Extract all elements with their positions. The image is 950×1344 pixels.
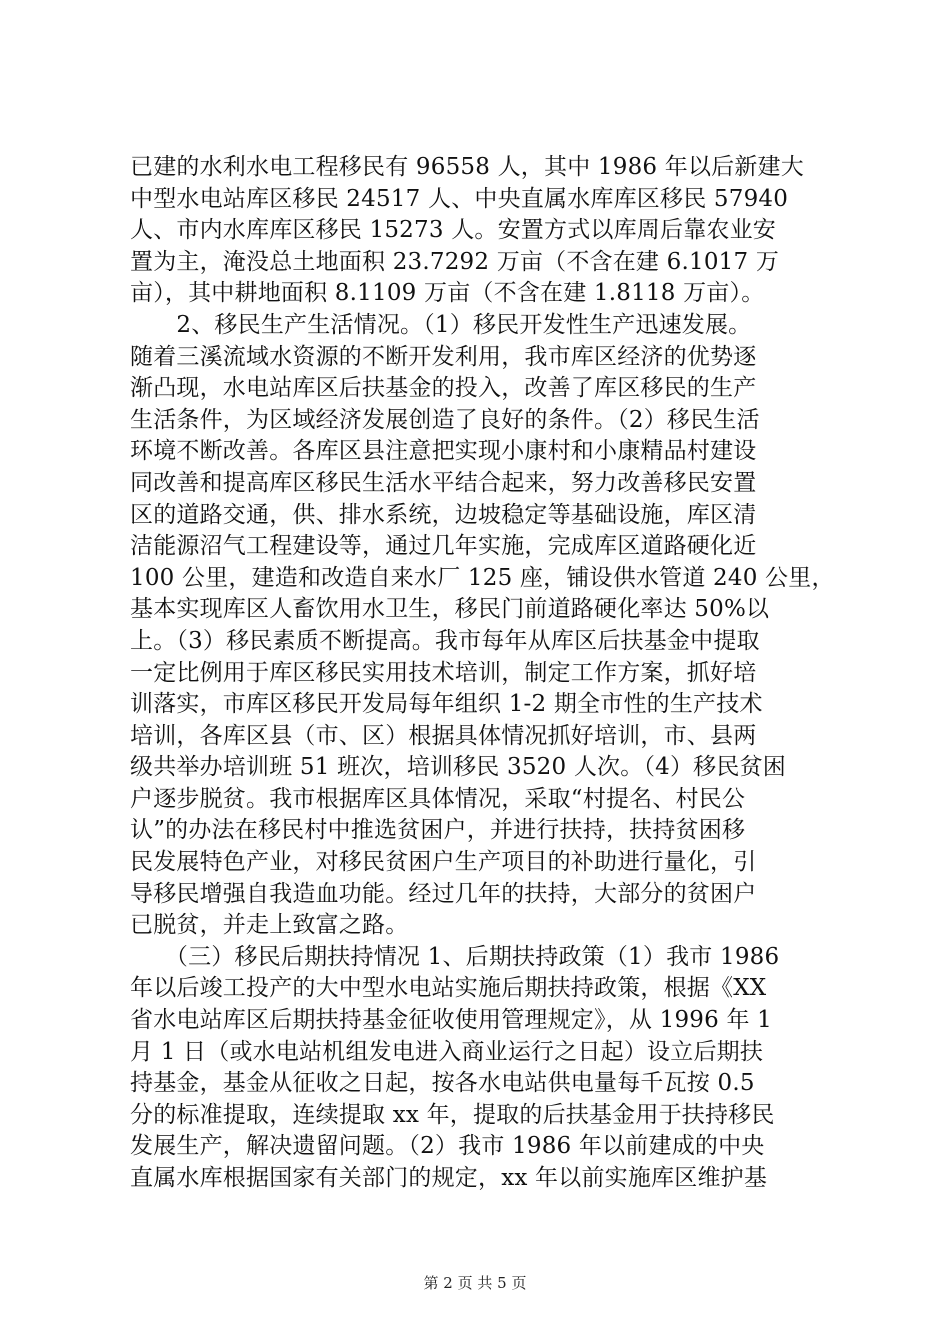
text-line: 区的道路交通，供、排水系统，边坡稳定等基础设施，库区清 xyxy=(130,501,757,528)
text-line: 置为主，淹没总土地面积 23.7292 万亩（不含在建 6.1017 万 xyxy=(130,248,780,275)
document-body xyxy=(130,152,835,1195)
text-line: 分的标准提取，连续提取 xx 年，提取的后扶基金用于扶持移民 xyxy=(130,1101,775,1128)
text-line: 洁能源沼气工程建设等，通过几年实施，完成库区道路硬化近 xyxy=(130,533,757,560)
text-line: 级共举办培训班 51 班次，培训移民 3520 人次。（4）移民贫困 xyxy=(130,754,786,781)
text-line: 培训，各库区县（市、区）根据具体情况抓好培训，市、县两 xyxy=(130,722,757,749)
text-line: 户逐步脱贫。我市根据库区具体情况，采取“村提名、村民公 xyxy=(130,785,746,812)
text-line: 年以后竣工投产的大中型水电站实施后期扶持政策，根据《XX xyxy=(130,975,767,1002)
text-line: 持基金，基金从征收之日起，按各水电站供电量每千瓦按 0.5 xyxy=(130,1070,755,1097)
text-line: 生活条件，为区域经济发展创造了良好的条件。（2）移民生活 xyxy=(130,406,760,433)
text-line: 渐凸现，水电站库区后扶基金的投入，改善了库区移民的生产 xyxy=(130,375,757,402)
text-line: （三）移民后期扶持情况 1、后期扶持政策（1）我市 1986 xyxy=(130,943,780,970)
text-line: 亩），其中耕地面积 8.1109 万亩（不含在建 1.8118 万亩）。 xyxy=(130,280,765,307)
text-line: 环境不断改善。各库区县注意把实现小康村和小康精品村建设 xyxy=(130,438,757,465)
text-line: 省水电站库区后期扶持基金征收使用管理规定》，从 1996 年 1 xyxy=(130,1007,772,1034)
text-line: 人、市内水库库区移民 15273 人。安置方式以库周后靠农业安 xyxy=(130,217,776,244)
text-line: 导移民增强自我造血功能。经过几年的扶持，大部分的贫困户 xyxy=(130,880,757,907)
text-line: 中型水电站库区移民 24517 人、中央直属水库库区移民 57940 xyxy=(130,185,789,212)
text-line: 直属水库根据国家有关部门的规定，xx 年以前实施库区维护基 xyxy=(130,1165,768,1191)
text-line: 一定比例用于库区移民实用技术培训，制定工作方案，抓好培 xyxy=(130,659,757,686)
text-line: 100 公里，建造和改造自来水厂 125 座，铺设供水管道 240 公里， xyxy=(130,564,835,591)
text-line: 月 1 日（或水电站机组发电进入商业运行之日起）设立后期扶 xyxy=(130,1038,764,1065)
text-line: 2、移民生产生活情况。（1）移民开发性生产迅速发展。 xyxy=(130,311,752,338)
text-line: 上。（3）移民素质不断提高。我市每年从库区后扶基金中提取 xyxy=(130,627,760,654)
text-line: 民发展特色产业，对移民贫困户生产项目的补助进行量化，引 xyxy=(130,849,757,876)
text-line: 训落实，市库区移民开发局每年组织 1-2 期全市性的生产技术 xyxy=(130,691,763,718)
text-line: 随着三溪流域水资源的不断开发利用，我市库区经济的优势逐 xyxy=(130,343,757,370)
text-line: 基本实现库区人畜饮用水卫生，移民门前道路硬化率达 50%以 xyxy=(130,596,770,623)
page-number-footer: 第 2 页 共 5 页 xyxy=(423,1274,527,1292)
text-line: 发展生产，解决遗留问题。（2）我市 1986 年以前建成的中央 xyxy=(130,1133,765,1160)
text-line: 已脱贫，并走上致富之路。 xyxy=(130,912,409,939)
text-line: 已建的水利水电工程移民有 96558 人，其中 1986 年以后新建大 xyxy=(130,154,804,180)
text-line: 认”的办法在移民村中推选贫困户，并进行扶持，扶持贫困移 xyxy=(130,817,746,844)
text-line: 同改善和提高库区移民生活水平结合起来，努力改善移民安置 xyxy=(130,469,757,496)
